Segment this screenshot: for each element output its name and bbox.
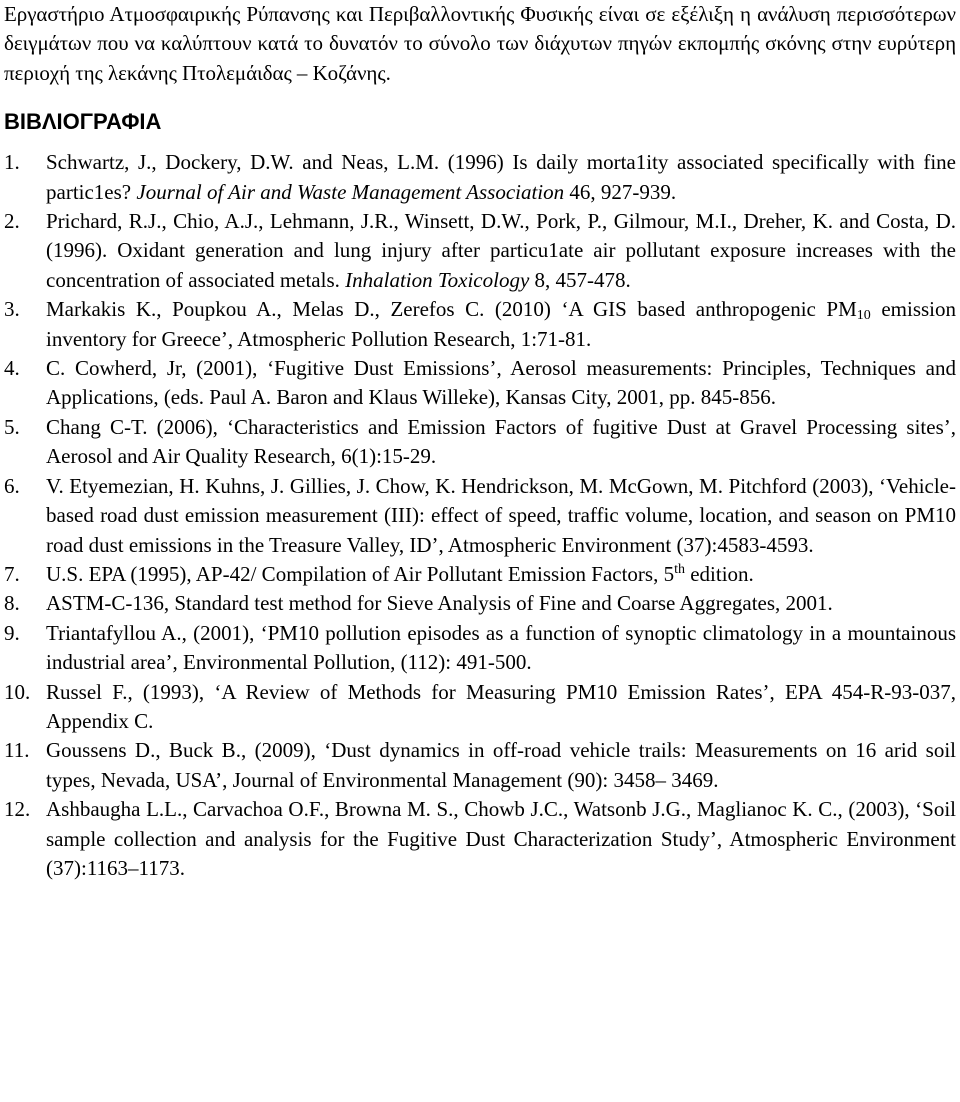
reference-text: ASTM-C-136, Standard test method for Sieve Analysis of Fine and Coarse Aggregates, 2001. <box>46 591 833 616</box>
reference-text: Russel F., (1993), ‘A Review of Methods for Measuring PM10 Emission Rates’, EPA 454-R-93-037, Appendix C. <box>46 679 956 733</box>
bibliography-heading: ΒΙΒΛΙΟΓΡΑΦΙΑ <box>4 109 162 135</box>
reference-item <box>4 207 956 295</box>
reference-number: 9. <box>4 620 20 645</box>
reference-text: Prichard, R.J., Chio, A.J., Lehmann, J.R., Winsett, D.W., Pork, P., Gilmour, M.I., Dreher, K. and Costa, D. (1996). Oxidant generation and lung injury after particu1ate air pollutant exposure increases with the concentration of associated metals. <box>46 209 956 292</box>
reference-number: 6. <box>4 473 20 498</box>
reference-number: 7. <box>4 561 20 586</box>
reference-number: 12. <box>4 797 31 822</box>
reference-item <box>4 148 956 207</box>
reference-text: Ashbaugha L.L., Carvachoa O.F., Browna M. S., Chowb J.C., Watsonb J.G., Maglianoc K. C., (2003), ‘Soil sample collection and analysis for the Fugitive Dust Characterization Study’, Atmospheric Environment (37):1163–1173. <box>46 797 956 880</box>
reference-number: 1. <box>4 150 20 175</box>
journal-title: Inhalation Toxicology <box>345 267 530 292</box>
reference-text: Chang C-T. (2006), ‘Characteristics and Emission Factors of fugitive Dust at Gravel Processing sites’, Aerosol and Air Quality Research, 6(1):15-29. <box>46 414 956 469</box>
reference-number: 2. <box>4 209 20 234</box>
reference-item <box>4 736 956 795</box>
reference-number: 3. <box>4 297 20 322</box>
reference-item <box>4 472 956 560</box>
reference-text: 8, 457-478. <box>529 267 631 292</box>
reference-item <box>4 678 956 737</box>
reference-item <box>4 619 956 678</box>
reference-text: edition. <box>684 561 754 586</box>
reference-number: 8. <box>4 591 20 616</box>
reference-number: 10. <box>4 679 31 704</box>
reference-text: Markakis K., Poupkou A., Melas D., Zerefos C. (2010) ‘A GIS based anthropogenic PM <box>46 297 857 322</box>
superscript: th <box>674 561 685 577</box>
reference-item <box>4 795 956 883</box>
reference-text: Triantafyllou A., (2001), ‘PM10 pollution episodes as a function of synoptic climatology in a mountainous industrial area’, Environmental Pollution, (112): 491-500. <box>46 620 956 675</box>
reference-text: 46, 927-939. <box>564 179 677 204</box>
intro-paragraph: Εργαστήριο Ατμοσφαιρικής Ρύπανσης και Περιβαλλοντικής Φυσικής είναι σε εξέλιξη η ανάλυση περισσότερων δειγμάτων που να καλύπτουν κατά το δυνατόν το σύνολο των διάχυτων πηγών εκπομπής σκόνης στην ευρύτερη περιοχή της λεκάνης Πτολεμάιδας – Κοζάνης. <box>4 2 956 85</box>
reference-list <box>4 148 956 883</box>
reference-number: 5. <box>4 414 20 439</box>
reference-text: U.S. EPA (1995), AP-42/ Compilation of Air Pollutant Emission Factors, 5 <box>46 561 675 586</box>
reference-text: Schwartz, J., Dockery, D.W. and Neas, L.M. (1996) Is daily morta1ity associated specifically with fine partic1es? <box>46 150 956 204</box>
reference-number: 11. <box>4 738 30 763</box>
reference-item <box>4 560 956 589</box>
reference-item <box>4 413 956 472</box>
reference-text: emission inventory for Greece’, Atmospheric Pollution Research, 1:71-81. <box>46 297 956 351</box>
subscript: 10 <box>856 308 871 324</box>
reference-text: C. Cowherd, Jr, (2001), ‘Fugitive Dust Emissions’, Aerosol measurements: Principles, Techniques and Applications, (eds. Paul A. Baron and Klaus Willeke), Kansas City, 2001, pp. 845-856. <box>46 356 956 410</box>
reference-item <box>4 589 956 618</box>
reference-number: 4. <box>4 356 20 381</box>
reference-item <box>4 295 956 354</box>
journal-title: Journal of Air and Waste Management Association <box>136 179 565 204</box>
reference-text: Goussens D., Buck B., (2009), ‘Dust dynamics in off-road vehicle trails: Measurements on 16 arid soil types, Nevada, USA’, Journal of Environmental Management (90): 3458– 3469. <box>46 738 956 792</box>
reference-text: V. Etyemezian, H. Kuhns, J. Gillies, J. Chow, K. Hendrickson, M. McGown, M. Pitchford (2003), ‘Vehicle-based road dust emission measurement (III): effect of speed, traffic volume, location, and season on PM10 road dust emissions in the Treasure Valley, ID’, Atmospheric Environment (37):4583-4593. <box>46 473 956 557</box>
reference-item <box>4 354 956 413</box>
